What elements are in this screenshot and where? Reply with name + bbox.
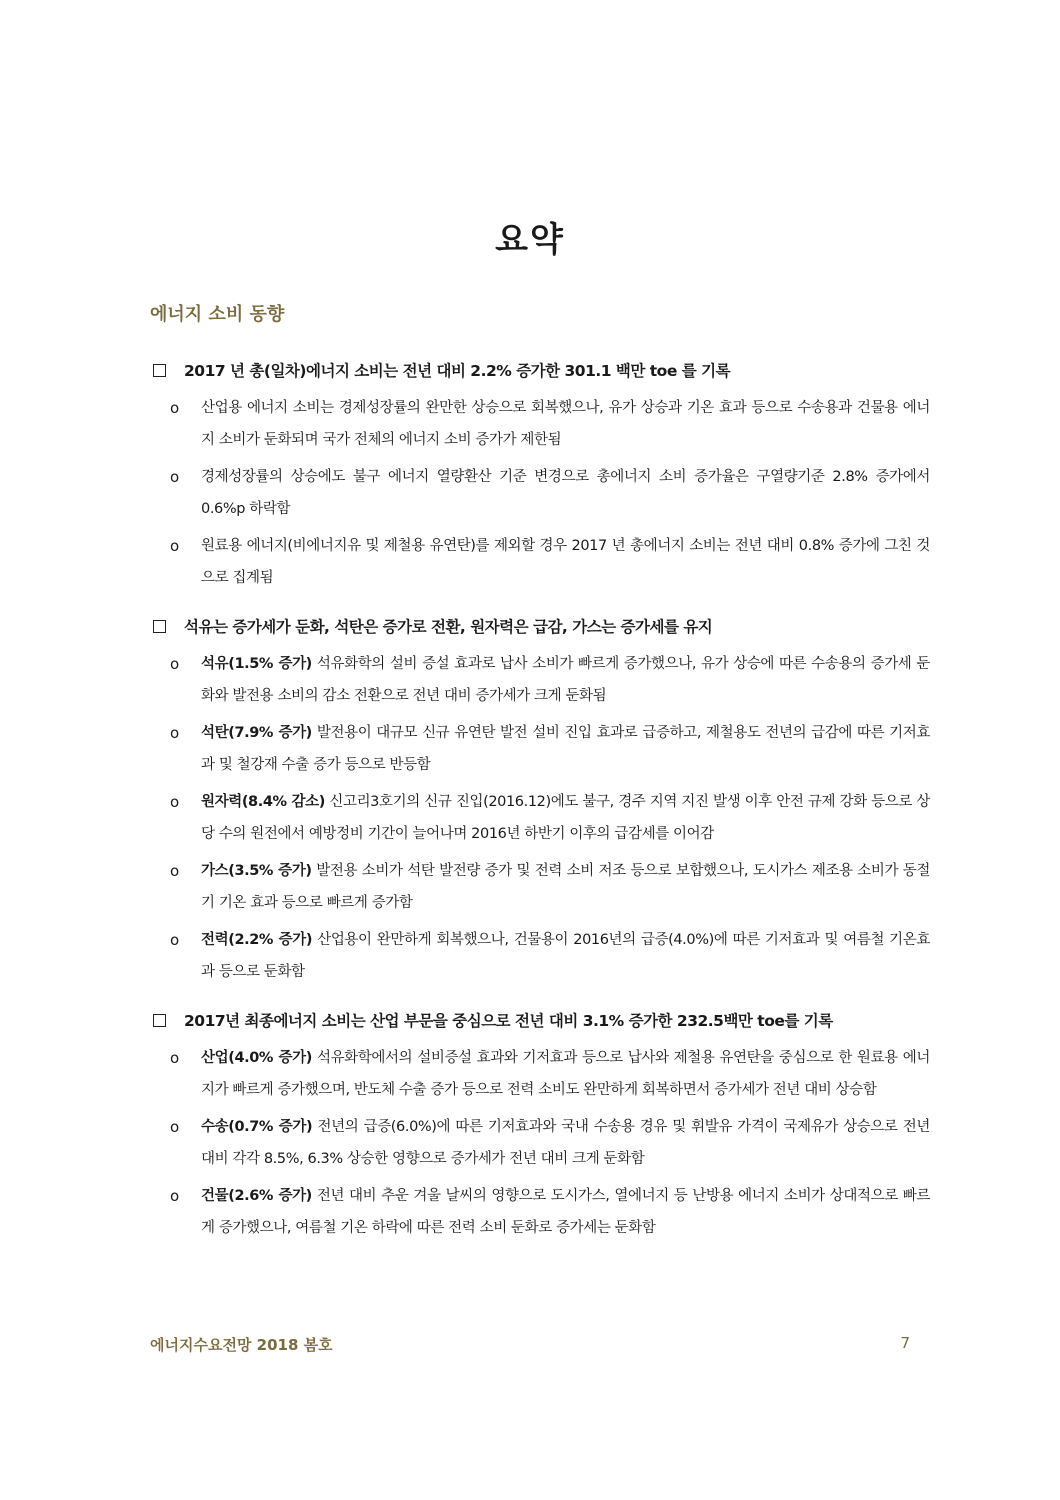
bullet-text bbox=[201, 717, 930, 781]
group-heading bbox=[150, 356, 930, 384]
section-heading: 에너지 소비 동향 bbox=[150, 304, 285, 325]
circle-bullet-icon: o bbox=[170, 655, 179, 673]
bullet-lead: 산업(4.0% 증가) bbox=[201, 1050, 312, 1066]
bullet-item bbox=[150, 924, 930, 988]
bullet-item bbox=[150, 855, 930, 919]
circle-bullet-icon: o bbox=[170, 1049, 179, 1067]
group-heading bbox=[150, 1006, 930, 1034]
page-title: 요약 bbox=[495, 220, 565, 260]
page-footer bbox=[150, 1334, 910, 1355]
bullet-body-text: 원료용 에너지(비에너지유 및 제철용 유연탄)를 제외할 경우 2017 년 총에너지 소비는 전년 대비 0.8% 증가에 그친 것으로 집계됨 bbox=[201, 538, 930, 586]
bullet-item bbox=[150, 717, 930, 781]
bullet-body-text: 전년 대비 추운 겨울 날씨의 영향으로 도시가스, 열에너지 등 난방용 에너지 소비가 상대적으로 빠르게 증가했으나, 여름철 기온 하락에 따른 전력 소비 둔화로 증가세는 둔화함 bbox=[201, 1188, 930, 1236]
bullet-body-text: 석유화학에서의 설비증설 효과와 기저효과 등으로 납사와 제철용 유연탄을 중심으로 한 원료용 에너지가 빠르게 증가했으며, 반도체 수출 증가 등으로 전력 소비도 완만하게 회복하면서 증가세가 전년 대비 상승함 bbox=[201, 1050, 930, 1098]
bullet-body-text: 석유화학의 설비 증설 효과로 납사 소비가 빠르게 증가했으나, 유가 상승에 따른 수송용의 증가세 둔화와 발전용 소비의 감소 전환으로 전년 대비 증가세가 크게 둔화됨 bbox=[201, 656, 930, 704]
footer-publication: 에너지수요전망 2018 봄호 bbox=[150, 1336, 333, 1354]
bullet-body-text: 경제성장률의 상승에도 불구 에너지 열량환산 기준 변경으로 총에너지 소비 증가율은 구열량기준 2.8% 증가에서 0.6%p 하락함 bbox=[201, 469, 930, 517]
circle-bullet-icon: o bbox=[170, 399, 179, 417]
bullet-text bbox=[201, 392, 930, 456]
group-heading-text: 석유는 증가세가 둔화, 석탄은 증가로 전환, 원자력은 급감, 가스는 증가세를 유지 bbox=[184, 618, 713, 636]
circle-bullet-icon: o bbox=[170, 931, 179, 949]
bullet-item bbox=[150, 786, 930, 850]
summary-group bbox=[150, 1006, 930, 1244]
bullet-body-text: 발전용 소비가 석탄 발전량 증가 및 전력 소비 저조 등으로 보합했으나, 도시가스 제조용 소비가 동절기 기온 효과 등으로 빠르게 증가함 bbox=[201, 863, 930, 911]
bullet-body-text: 신고리3호기의 신규 진입(2016.12)에도 불구, 경주 지역 지진 발생 이후 안전 규제 강화 등으로 상당 수의 원전에서 예방정비 기간이 늘어나며 2016년 하반기 이후의 급감세를 이어감 bbox=[201, 794, 930, 842]
bullet-text bbox=[201, 530, 930, 594]
circle-bullet-icon: o bbox=[170, 793, 179, 811]
bullet-lead: 석탄(7.9% 증가) bbox=[201, 725, 312, 741]
group-heading-text: 2017년 최종에너지 소비는 산업 부문을 중심으로 전년 대비 3.1% 증가한 232.5백만 toe를 기록 bbox=[184, 1012, 833, 1030]
bullet-body-text: 발전용이 대규모 신규 유연탄 발전 설비 진입 효과로 급증하고, 제철용도 전년의 급감에 따른 기저효과 및 철강재 수출 증가 등으로 반등함 bbox=[201, 725, 930, 773]
bullet-lead: 전력(2.2% 증가) bbox=[201, 932, 313, 948]
circle-bullet-icon: o bbox=[170, 537, 179, 555]
circle-bullet-icon: o bbox=[170, 1187, 179, 1205]
bullet-item bbox=[150, 461, 930, 525]
bullet-item bbox=[150, 530, 930, 594]
bullet-text bbox=[201, 461, 930, 525]
bullet-text bbox=[201, 786, 930, 850]
bullet-body-text: 산업용 에너지 소비는 경제성장률의 완만한 상승으로 회복했으나, 유가 상승과 기온 효과 등으로 수송용과 건물용 에너지 소비가 둔화되며 국가 전체의 에너지 소비 증가가 제한됨 bbox=[201, 400, 930, 448]
bullet-lead: 가스(3.5% 증가) bbox=[201, 863, 312, 879]
bullet-text bbox=[201, 855, 930, 919]
group-heading bbox=[150, 612, 930, 640]
bullet-text bbox=[201, 924, 930, 988]
square-bullet-icon bbox=[153, 364, 166, 377]
summary-group bbox=[150, 612, 930, 988]
group-heading-text: 2017 년 총(일차)에너지 소비는 전년 대비 2.2% 증가한 301.1 백만 toe 를 기록 bbox=[184, 362, 731, 380]
bullet-text bbox=[201, 1111, 930, 1175]
bullet-item bbox=[150, 648, 930, 712]
square-bullet-icon bbox=[153, 620, 166, 633]
bullet-item bbox=[150, 1111, 930, 1175]
summary-content bbox=[150, 356, 930, 1262]
bullet-item bbox=[150, 392, 930, 456]
bullet-item bbox=[150, 1180, 930, 1244]
summary-group bbox=[150, 356, 930, 594]
page-number: 7 bbox=[900, 1334, 910, 1352]
bullet-text bbox=[201, 648, 930, 712]
bullet-text bbox=[201, 1180, 930, 1244]
bullet-body-text: 전년의 급증(6.0%)에 따른 기저효과와 국내 수송용 경유 및 휘발유 가격이 국제유가 상승으로 전년 대비 각각 8.5%, 6.3% 상승한 영향으로 증가세가 전년 대비 크게 둔화함 bbox=[201, 1119, 930, 1167]
bullet-body-text: 산업용이 완만하게 회복했으나, 건물용이 2016년의 급증(4.0%)에 따른 기저효과 및 여름철 기온효과 등으로 둔화함 bbox=[201, 932, 930, 980]
bullet-lead: 수송(0.7% 증가) bbox=[201, 1119, 313, 1135]
bullet-text bbox=[201, 1042, 930, 1106]
circle-bullet-icon: o bbox=[170, 862, 179, 880]
circle-bullet-icon: o bbox=[170, 1118, 179, 1136]
square-bullet-icon bbox=[153, 1014, 166, 1027]
bullet-lead: 건물(2.6% 증가) bbox=[201, 1188, 312, 1204]
bullet-item bbox=[150, 1042, 930, 1106]
bullet-lead: 원자력(8.4% 감소) bbox=[201, 794, 325, 810]
circle-bullet-icon: o bbox=[170, 468, 179, 486]
bullet-lead: 석유(1.5% 증가) bbox=[201, 656, 312, 672]
circle-bullet-icon: o bbox=[170, 724, 179, 742]
